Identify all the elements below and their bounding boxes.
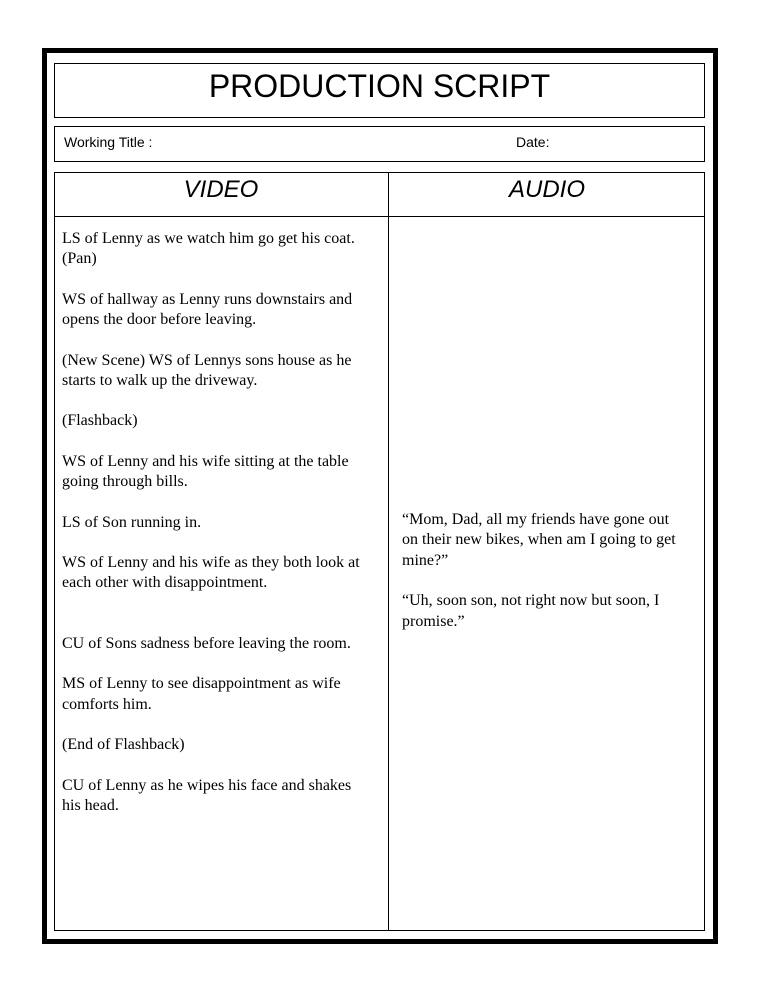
video-shot: WS of hallway as Lenny runs downstairs and opens the door before leaving.	[62, 290, 353, 329]
video-shot: MS of Lenny to see disappointment as wife comforts him.	[62, 675, 341, 713]
audio-line: “Uh, soon son, not right now but soon, I promise.”	[402, 592, 660, 630]
header-divider	[54, 216, 705, 217]
page-title: PRODUCTION SCRIPT	[208, 68, 551, 104]
title-box	[54, 63, 705, 118]
video-shot: (End of Flashback)	[62, 736, 185, 754]
video-shot: CU of Lenny as he wipes his face and shakes his head.	[62, 776, 352, 814]
audio-column	[402, 510, 704, 652]
video-shot: CU of Sons sadness before leaving the room.	[62, 634, 351, 652]
video-shot: WS of Lenny and his wife as they both look at each other with disappointment.	[62, 554, 360, 592]
video-shot: (Flashback)	[62, 412, 138, 430]
video-header: VIDEO	[183, 176, 259, 203]
working-title-label: Working Title :	[64, 134, 153, 150]
video-shot: (New Scene) WS of Lennys sons house as he starts to walk up the driveway.	[62, 351, 352, 390]
video-shot: LS of Son running in.	[62, 513, 202, 531]
audio-line: “Mom, Dad, all my friends have gone out on their new bikes, when am I going to get mine?”	[402, 511, 676, 569]
date-label: Date:	[516, 134, 550, 150]
audio-header: AUDIO	[508, 176, 585, 203]
video-shot: WS of Lenny and his wife sitting at the table going through bills.	[62, 452, 349, 491]
column-divider	[388, 172, 389, 931]
video-column	[62, 229, 388, 836]
meta-box	[54, 126, 705, 162]
video-shot: LS of Lenny as we watch him go get his coat. (Pan)	[62, 230, 355, 268]
